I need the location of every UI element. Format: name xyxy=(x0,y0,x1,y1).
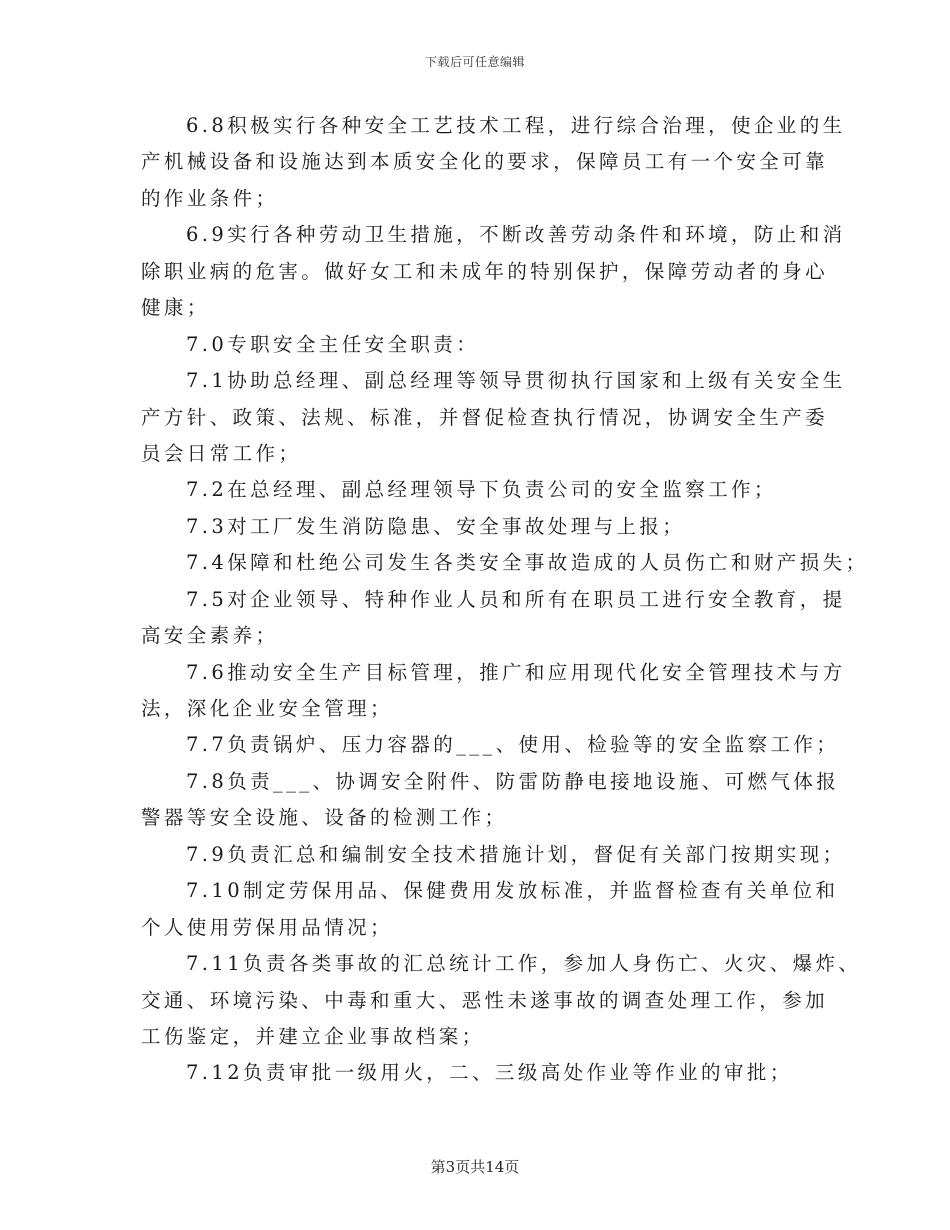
text-line: 7.3对工厂发生消防隐患、安全事故处理与上报； xyxy=(186,514,686,538)
text-line: 7.4保障和杜绝公司发生各类安全事故造成的人员伤亡和财产损失； xyxy=(186,551,869,575)
text-line: 6.9实行各种劳动卫生措施，不断改善劳动条件和环境，防止和消 xyxy=(186,223,846,247)
text-line: 7.0专职安全主任安全职责： xyxy=(186,332,480,356)
text-line: 7.1协助总经理、副总经理等领导贯彻执行国家和上级有关安全生 xyxy=(186,369,846,393)
text-line: 的作业条件； xyxy=(141,186,279,210)
text-line: 警器等安全设施、设备的检测工作； xyxy=(141,806,508,830)
document-body xyxy=(141,108,869,1092)
page-footer: 第3页共14页 xyxy=(430,1158,520,1176)
text-line: 交通、环境污染、中毒和重大、恶性未遂事故的调查处理工作，参加 xyxy=(141,988,829,1012)
text-line: 除职业病的危害。做好女工和未成年的特别保护，保障劳动者的身心 xyxy=(141,259,829,283)
text-line: 7.8负责___、协调安全附件、防雷防静电接地设施、可燃气体报 xyxy=(186,769,840,793)
text-line: 7.6推动安全生产目标管理，推广和应用现代化安全管理技术与方 xyxy=(186,660,846,684)
text-line: 7.12负责审批一级用火，二、三级高处作业等作业的审批； xyxy=(186,1061,793,1085)
text-line: 工伤鉴定，并建立企业事故档案； xyxy=(141,1024,485,1048)
text-line: 健康； xyxy=(141,296,210,320)
page-header: 下载后可任意编辑 xyxy=(424,55,525,69)
text-line: 7.2在总经理、副总经理领导下负责公司的安全监察工作； xyxy=(186,478,777,502)
text-line: 7.9负责汇总和编制安全技术措施计划，督促有关部门按期实现； xyxy=(186,842,846,866)
text-line: 产方针、政策、法规、标准，并督促检查执行情况，协调安全生产委 xyxy=(141,405,829,429)
text-line: 7.10制定劳保用品、保健费用发放标准，并监督检查有关单位和 xyxy=(186,879,839,903)
text-line: 高安全素养； xyxy=(141,624,279,648)
text-line: 法，深化企业安全管理； xyxy=(141,697,393,720)
text-line: 7.7负责锅炉、压力容器的___、使用、检验等的安全监察工作； xyxy=(186,733,840,757)
text-line: 7.11负责各类事故的汇总统计工作，参加人身伤亡、火灾、爆炸、 xyxy=(186,952,862,976)
text-line: 产机械设备和设施达到本质安全化的要求，保障员工有一个安全可靠 xyxy=(141,150,829,174)
text-line: 个人使用劳保用品情况； xyxy=(141,915,393,939)
text-line: 7.5对企业领导、特种作业人员和所有在职员工进行安全教育，提 xyxy=(186,587,846,611)
text-line: 6.8积极实行各种安全工艺技术工程，进行综合治理，使企业的生 xyxy=(186,114,846,137)
text-line: 员会日常工作； xyxy=(141,441,302,465)
